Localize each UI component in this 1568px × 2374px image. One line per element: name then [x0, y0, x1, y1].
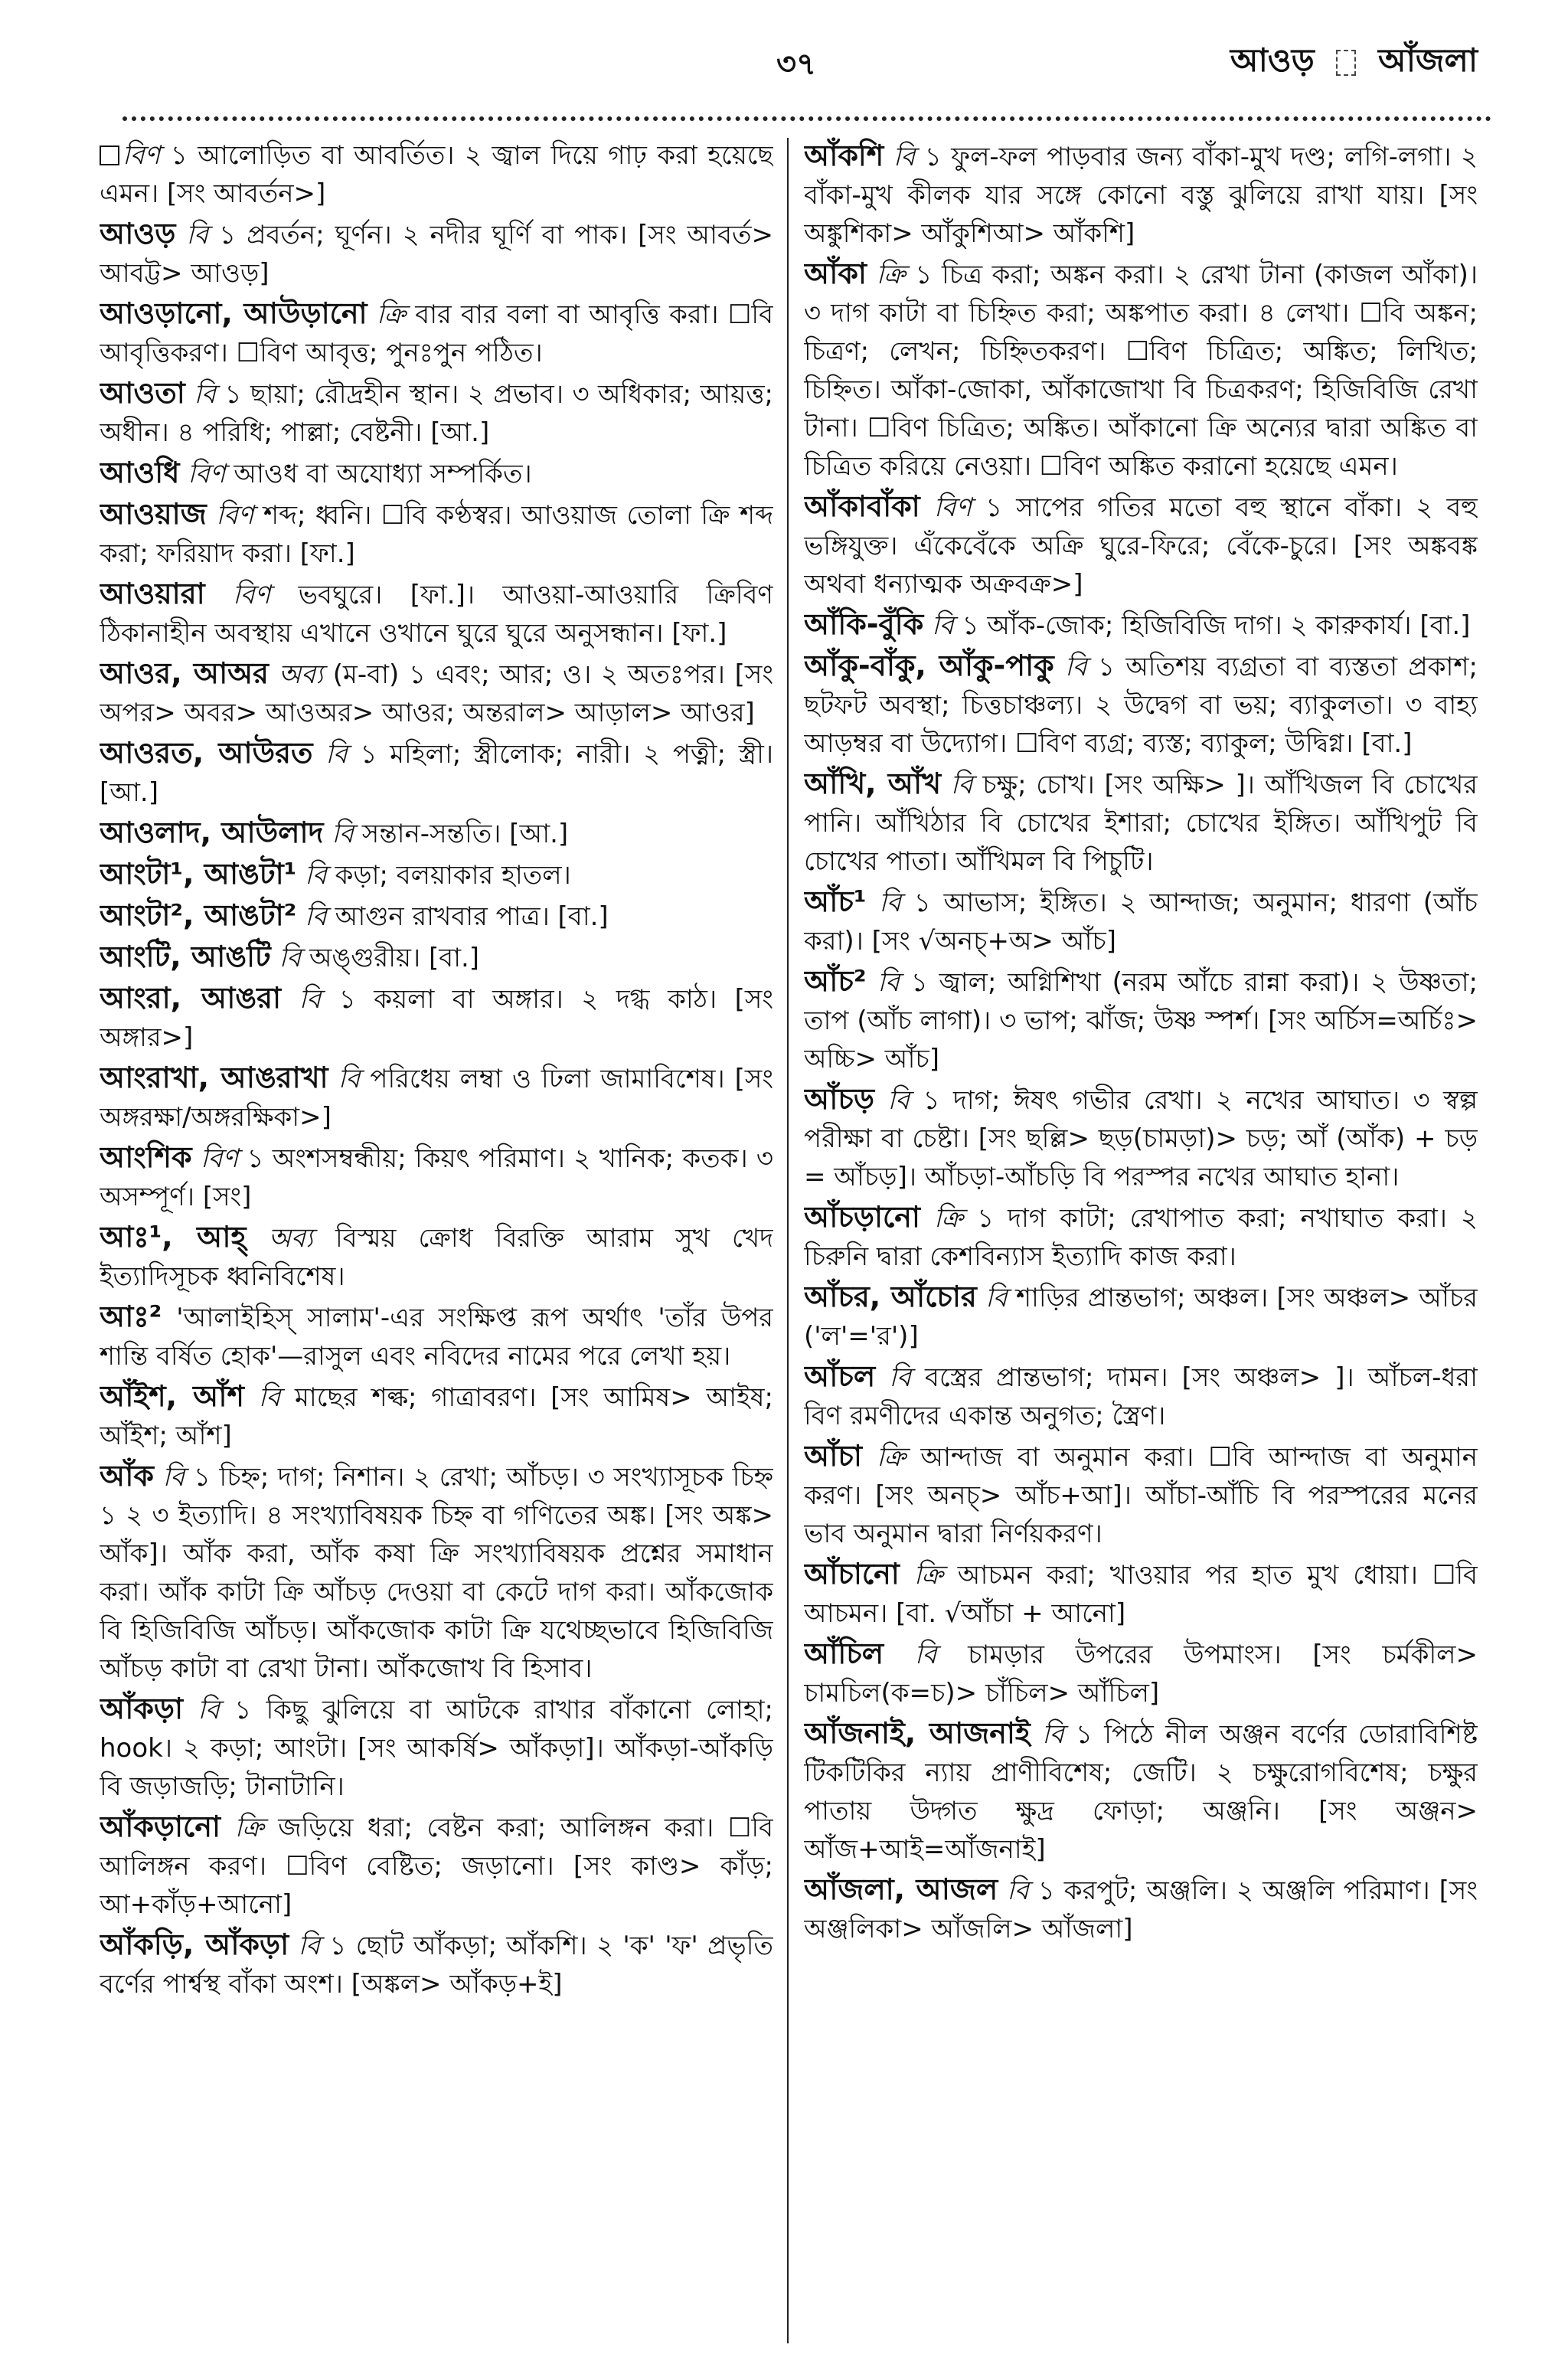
- entry-part-of-speech: বি: [950, 770, 973, 800]
- entry-headword: আঁকাবাঁকা: [804, 489, 920, 523]
- dictionary-entry: [804, 764, 1478, 881]
- entry-part-of-speech: বিণ: [122, 140, 161, 171]
- dictionary-entry: [804, 487, 1478, 603]
- entry-headword: আঁজনাই, আজনাই: [804, 1716, 1031, 1750]
- dictionary-entry: [804, 605, 1478, 645]
- entry-headword: আঁজলা, আজল: [804, 1872, 998, 1906]
- entry-part-of-speech: ক্রি: [376, 299, 406, 330]
- entry-definition: জড়িয়ে ধরা; বেষ্টন করা; আলিঙ্গন করা। ☐বি আলিঙ্গন করণ। ☐বিণ বেষ্টিত; জড়ানো। [সং কাণ্ড> কাঁড়; আ+কাঁড়+আনো]: [100, 1813, 773, 1920]
- entry-definition: শব্দ; ধ্বনি। ☐বি কণ্ঠস্বর। আওয়াজ তোলা ক্রি শব্দ করা; ফরিয়াদ করা। [ফা.]: [100, 500, 773, 569]
- entry-part-of-speech: অব্য: [278, 659, 323, 690]
- right-column: [804, 136, 1478, 2349]
- dictionary-entry: [804, 1714, 1478, 1869]
- dictionary-entry: [804, 1870, 1478, 1948]
- entry-definition: ১ প্রবর্তন; ঘূর্ণন। ২ নদীর ঘূর্ণি বা পাক। [সং আবর্ত> আবট্ট> আওড়]: [100, 220, 773, 289]
- dictionary-entry: [100, 937, 773, 977]
- entry-headword: আওয়ারা: [100, 577, 205, 610]
- entry-definition: ১ পিঠে নীল অঞ্জন বর্ণের ডোরাবিশিষ্ট টিকটিকির ন্যায় প্রাণীবিশেষ; জেটি। ২ চক্ষুরোগবিশেষ; চক্ষুর পাতায় উদ্গত ক্ষুদ্র ফোড়া; অঞ্জনি। [সং অঞ্জন> আঁজ+আই=আঁজনাই]: [804, 1719, 1478, 1865]
- dictionary-entry: [100, 1138, 773, 1216]
- entry-part-of-speech: বি: [162, 1462, 185, 1493]
- entry-definition: মাছের শল্ক; গাত্রাবরণ। [সং আমিষ> আইষ; আঁইশ; আঁশ]: [100, 1382, 773, 1451]
- entry-definition: ১ করপুট; অঞ্জলি। ২ অঞ্জলি পরিমাণ। [সং অঞ্জলিকা> আঁজলি> আঁজলা]: [804, 1875, 1478, 1944]
- entry-part-of-speech: বিণ: [933, 492, 972, 523]
- entry-headword: আঁচা: [804, 1439, 862, 1473]
- entry-definition: আগুন রাখবার পাত্র। [বা.]: [335, 901, 609, 932]
- entry-definition: ১ দাগ; ঈষৎ গভীর রেখা। ২ নখের আঘাত। ৩ স্বল্প পরীক্ষা বা চেষ্টা। [সং ছল্লি> ছড়(চামড়া)> চড়; আঁ (আঁক) + চড় = আঁচড়]। আঁচড়া-আঁচড়ি বি পরস্পর নখের আঘাত হানা।: [804, 1085, 1478, 1192]
- entry-part-of-speech: বি: [279, 943, 302, 973]
- entry-headword: আংরা, আঙরা: [100, 981, 282, 1015]
- dictionary-entry: [804, 254, 1478, 486]
- entry-definition: ১ কয়লা বা অঙ্গার। ২ দগ্ধ কাঠ। [সং অঙ্গার>]: [100, 984, 773, 1053]
- dictionary-entry: [100, 374, 773, 452]
- dictionary-entry: [100, 1297, 773, 1375]
- entry-definition: 'আলাইহিস্ সালাম'-এর সংক্ষিপ্ত রূপ অর্থাৎ 'তাঁর উপর শান্তি বর্ষিত হোক'—রাসুল এবং নবিদের নামের পরে লেখা হয়।: [100, 1303, 773, 1372]
- entry-part-of-speech: বিণ: [200, 1143, 239, 1174]
- entry-part-of-speech: বি: [914, 1640, 937, 1670]
- entry-definition: বস্ত্রের প্রান্তভাগ; দামন। [সং অঞ্চল> ]। আঁচল-ধরা বিণ রমণীদের একান্ত অনুগত; স্ত্রৈণ।: [804, 1362, 1478, 1431]
- entry-headword: আঁকু-বাঁকু, আঁকু-পাকু: [804, 649, 1054, 682]
- entry-part-of-speech: বি: [985, 1283, 1008, 1313]
- dictionary-entry: [100, 1925, 773, 2003]
- dictionary-entry: [804, 882, 1478, 960]
- dictionary-entry: [100, 896, 773, 936]
- entry-headword: আওরত, আউরত: [100, 736, 313, 770]
- dictionary-entry: [100, 734, 773, 812]
- entry-part-of-speech: ক্রি: [877, 1442, 906, 1473]
- entry-headword: আংটা², আঙটা²: [100, 898, 297, 932]
- entry-definition: ১ জ্বাল; অগ্নিশিখা (নরম আঁচে রান্না করা)। ২ উষ্ণতা; তাপ (আঁচ লাগা)। ৩ ভাপ; ঝাঁজ; উষ্ণ স্পর্শ। [সং অর্চিস=অর্চিঃ> অচ্চি> আঁচ]: [804, 967, 1478, 1074]
- entry-part-of-speech: বি: [186, 220, 209, 250]
- entry-part-of-speech: বি: [893, 142, 916, 172]
- entry-part-of-speech: বি: [889, 1362, 911, 1393]
- entry-headword: আঁকড়ানো: [100, 1810, 221, 1843]
- running-head-last-word: আঁজলা: [1377, 41, 1478, 79]
- entry-headword: আঃ¹, আহ্: [100, 1220, 247, 1254]
- dictionary-entry: [100, 1058, 773, 1136]
- page-header: [0, 0, 1568, 115]
- entry-part-of-speech: ক্রি: [913, 1560, 943, 1591]
- entry-definition: ১ চিহ্ন; দাগ; নিশান। ২ রেখা; আঁচড়। ৩ সংখ্যাসূচক চিহ্ন ১ ২ ৩ ইত্যাদি। ৪ সংখ্যাবিষয়ক চিহ্ন বা গণিতের অঙ্ক। [সং অঙ্ক> আঁক]। আঁক করা, আঁক কষা ক্রি সংখ্যাবিষয়ক প্রশ্নের সমাধান করা। আঁক কাটা ক্রি আঁচড় দেওয়া বা কেটে দাগ করা। আঁকজোক বি হিজিবিজি আঁচড়। আঁকজোক কাটা ক্রি যথেচ্ছভাবে হিজিবিজি আঁচড় কাটা বা রেখা টানা। আঁকজোখ বি হিসাব।: [100, 1462, 773, 1684]
- entry-headword: আঁচড়ানো: [804, 1200, 920, 1234]
- entry-part-of-speech: বি: [299, 984, 322, 1015]
- entry-headword: আঁখি, আঁখ: [804, 767, 942, 800]
- entry-definition: আন্দাজ বা অনুমান করা। ☐বি আন্দাজ বা অনুমান করণ। [সং অনচ্> আঁচ+আ]। আঁচা-আঁচি বি পরস্পরের মনের ভাব অনুমান দ্বারা নির্ণয়করণ।: [804, 1442, 1478, 1549]
- entry-headword: আঁচ¹: [804, 885, 867, 918]
- entry-definition: ১ অতিশয় ব্যগ্রতা বা ব্যস্ততা প্রকাশ; ছটফট অবস্থা; চিত্তচাঞ্চল্য। ২ উদ্বেগ বা ভয়; ব্যাকুলতা। ৩ বাহ্য আড়ম্বর বা উদ্যোগ। ☐বিণ ব্যগ্র; ব্যস্ত; ব্যাকুল; উদ্বিগ্ন। [বা.]: [804, 652, 1478, 759]
- entry-part-of-speech: বি: [325, 739, 348, 770]
- sense-box-icon: [100, 146, 119, 165]
- entry-part-of-speech: বিণ: [233, 580, 271, 610]
- entry-definition: শাড়ির প্রান্তভাগ; অঞ্চল। [সং অঞ্চল> আঁচর ('ল'='র')]: [804, 1283, 1478, 1352]
- entry-definition: ১ ফুল-ফল পাড়বার জন্য বাঁকা-মুখ দণ্ড; লগি-লগা। ২ বাঁকা-মুখ কীলক যার সঙ্গে কোনো বস্তু ঝুলিয়ে রাখা যায়। [সং অঙ্কুশিকা> আঁকুশিআ> আঁকশি]: [804, 142, 1478, 249]
- entry-headword: আওয়াজ: [100, 497, 207, 531]
- entry-definition: ১ দাগ কাটা; রেখাপাত করা; নখাঘাত করা। ২ চিরুনি দ্বারা কেশবিন্যাস ইত্যাদি কাজ করা।: [804, 1203, 1478, 1272]
- dictionary-entry: [804, 1437, 1478, 1553]
- entry-headword: আংরাখা, আঙরাখা: [100, 1061, 328, 1094]
- entry-part-of-speech: ক্রি: [876, 260, 906, 290]
- entry-part-of-speech: বি: [298, 1931, 321, 1961]
- entry-definition: ১ ছায়া; রৌদ্রহীন স্থান। ২ প্রভাব। ৩ অধিকার; আয়ত্ত; অধীন। ৪ পরিধি; পাল্লা; বেষ্টনী। [আ.]: [100, 379, 773, 448]
- entry-headword: আঁকা: [804, 257, 867, 290]
- entry-definition: ১ সাপের গতির মতো বহু স্থানে বাঁকা। ২ বহু ভঙ্গিযুক্ত। এঁকেবেঁকে অক্রি ঘুরে-ফিরে; বেঁকে-চুরে। [সং অঙ্কবঙ্ক অথবা ধন্যাত্মক অক্রবক্র>]: [804, 492, 1478, 600]
- entry-definition: ১ আঁক-জোক; হিজিবিজি দাগ। ২ কারুকার্য। [বা.]: [962, 610, 1471, 641]
- entry-headword: আংটি, আঙটি: [100, 940, 271, 973]
- entry-headword: আঃ²: [100, 1300, 162, 1333]
- entry-part-of-speech: বি: [1041, 1719, 1064, 1750]
- entry-part-of-speech: অব্য: [268, 1223, 313, 1254]
- entry-headword: আঁচর, আঁচোর: [804, 1280, 977, 1313]
- entry-part-of-speech: বি: [258, 1382, 281, 1413]
- entry-part-of-speech: বি: [879, 888, 901, 918]
- entry-headword: আংশিক: [100, 1140, 192, 1174]
- dictionary-entry: [100, 855, 773, 894]
- entry-part-of-speech: বি: [194, 379, 216, 410]
- dictionary-entry: [100, 654, 773, 732]
- dictionary-entry: [100, 574, 773, 652]
- entry-definition: (ম-বা) ১ এবং; আর; ও। ২ অতঃপর। [সং অপর> অবর> আওঅর> আওর; অন্তরাল> আড়াল> আওর]: [100, 659, 773, 728]
- entry-headword: আঁকশি: [804, 139, 884, 172]
- entry-headword: আওড়ানো, আউড়ানো: [100, 296, 368, 330]
- entry-definition: চামড়ার উপরের উপমাংস। [সং চর্মকীল> চামচিল(ক=চ)> চাঁচিল> আঁচিল]: [804, 1640, 1478, 1709]
- entry-definition: আচমন করা; খাওয়ার পর হাত মুখ ধোয়া। ☐বি আচমন। [বা. √আঁচা + আনো]: [804, 1560, 1478, 1629]
- entry-definition: ভবঘুরে। [ফা.]। আওয়া-আওয়ারি ক্রিবিণ ঠিকানাহীন অবস্থায় এখানে ওখানে ঘুরে ঘুরে অনুসন্ধান। [ফা.]: [100, 580, 773, 649]
- dictionary-entry: [100, 1457, 773, 1688]
- entry-definition: সন্তান-সন্ততি। [আ.]: [361, 819, 569, 849]
- dictionary-entry: [100, 1689, 773, 1806]
- entry-headword: আংটা¹, আঙটা¹: [100, 857, 297, 891]
- entry-headword: আঁচল: [804, 1359, 876, 1393]
- entry-definition: বার বার বলা বা আবৃত্তি করা। ☐বি আবৃত্তিকরণ। ☐বিণ আবৃত্ত; পুনঃপুন পঠিত।: [100, 299, 773, 368]
- entry-headword: আওতা: [100, 376, 185, 410]
- entry-definition: আওধ বা অযোধ্যা সম্পর্কিত।: [234, 459, 532, 489]
- entry-part-of-speech: বি: [931, 610, 954, 641]
- entry-part-of-speech: ক্রি: [933, 1203, 964, 1234]
- entry-part-of-speech: বি: [877, 967, 900, 998]
- entry-part-of-speech: বি: [1065, 652, 1087, 682]
- running-head: [1230, 35, 1478, 90]
- dictionary-entry: [804, 962, 1478, 1078]
- dictionary-entry: [100, 214, 773, 293]
- dictionary-entry: [804, 1198, 1478, 1276]
- entry-part-of-speech: ক্রি: [234, 1813, 264, 1843]
- dictionary-entry: [804, 1277, 1478, 1355]
- entry-part-of-speech: বি: [332, 819, 354, 849]
- dictionary-entry: [100, 979, 773, 1057]
- dictionary-entry: [100, 1377, 773, 1455]
- entry-headword: আঁচ²: [804, 964, 867, 998]
- dictionary-entry: [804, 1634, 1478, 1712]
- dictionary-entry: [804, 136, 1478, 253]
- running-head-first-word: আওড়: [1230, 41, 1315, 79]
- dictionary-entry: [804, 646, 1478, 763]
- dictionary-entry: [100, 495, 773, 573]
- entry-part-of-speech: বি: [305, 901, 327, 932]
- separator-icon: [1336, 50, 1356, 76]
- entry-definition: ১ আলোড়িত বা আবর্তিত। ২ জ্বাল দিয়ে গাঢ় করা হয়েছে এমন। [সং আবর্তন>]: [100, 140, 773, 209]
- entry-headword: আওলাদ, আউলাদ: [100, 816, 324, 849]
- dictionary-entry: [100, 1807, 773, 1924]
- dictionary-entry: [100, 1218, 773, 1296]
- entry-headword: আওড়: [100, 217, 176, 250]
- entry-definition: অঙ্গুরীয়। [বা.]: [309, 943, 480, 973]
- entry-headword: আঁচিল: [804, 1637, 884, 1670]
- entry-headword: আঁকড়ি, আঁকড়া: [100, 1928, 289, 1961]
- entry-part-of-speech: বি: [198, 1695, 220, 1725]
- entry-definition: ১ কিছু ঝুলিয়ে বা আটকে রাখার বাঁকানো লোহা; hook। ২ কড়া; আংটা। [সং আকর্ষি> আঁকড়া]। আঁকড়া-আঁকড়ি বি জড়াজড়ি; টানাটানি।: [100, 1695, 773, 1802]
- column-divider: [787, 138, 789, 2343]
- dictionary-entry: [804, 1357, 1478, 1435]
- entry-part-of-speech: বিণ: [216, 500, 254, 531]
- entry-definition: ১ অংশসম্বন্ধীয়; কিয়ৎ পরিমাণ। ২ খানিক; কতক। ৩ অসম্পূর্ণ। [সং]: [100, 1143, 773, 1212]
- entry-part-of-speech: বি: [305, 860, 327, 891]
- left-column: [100, 136, 773, 2349]
- entry-definition: কড়া; বলয়াকার হাতল।: [335, 860, 571, 891]
- entry-headword: আওধি: [100, 456, 180, 489]
- header-rule: [122, 116, 1491, 121]
- entry-definition: বিস্ময় ক্রোধ বিরক্তি আরাম সুখ খেদ ইত্যাদিসূচক ধ্বনিবিশেষ।: [100, 1223, 773, 1292]
- entry-definition: চক্ষু; চোখ। [সং অক্ষি> ]। আঁখিজল বি চোখের পানি। আঁখিঠার বি চোখের ইশারা; চোখের ইঙ্গিত। আঁখিপুট বি চোখের পাতা। আঁখিমল বি পিচুটি।: [804, 770, 1478, 877]
- dictionary-entry: [100, 453, 773, 493]
- dictionary-entry: [100, 294, 773, 372]
- dictionary-entry: [100, 136, 773, 213]
- entry-headword: আঁইশ, আঁশ: [100, 1379, 244, 1413]
- entry-headword: আঁচড়: [804, 1082, 874, 1116]
- entry-headword: আঁক: [100, 1459, 154, 1493]
- entry-definition: পরিধেয় লম্বা ও ঢিলা জামাবিশেষ। [সং অঙ্গরক্ষা/অঙ্গরক্ষিকা>]: [100, 1064, 773, 1133]
- entry-headword: আঁকি-বুঁকি: [804, 607, 924, 641]
- entry-part-of-speech: বিণ: [188, 459, 226, 489]
- entry-definition: ১ চিত্র করা; অঙ্কন করা। ২ রেখা টানা (কাজল আঁকা)। ৩ দাগ কাটা বা চিহ্নিত করা; অঙ্কপাত করা। ৪ লেখা। ☐বি অঙ্কন; চিত্রণ; লেখন; চিহ্নিতকরণ। ☐বিণ চিত্রিত; অঙ্কিত; লিখিত; চিহ্নিত। আঁকা-জোকা, আঁকাজোখা বি চিত্রকরণ; হিজিবিজি রেখা টানা। ☐বিণ চিত্রিত; অঙ্কিত। আঁকানো ক্রি অন্যের দ্বারা অঙ্কিত বা চিত্রিত করিয়ে নেওয়া। ☐বিণ অঙ্কিত করানো হয়েছে এমন।: [804, 260, 1478, 482]
- page-number: ৩৭: [776, 47, 816, 82]
- dictionary-entry: [804, 1080, 1478, 1196]
- entry-headword: আঁকড়া: [100, 1692, 184, 1725]
- entry-definition: ১ মহিলা; স্ত্রীলোক; নারী। ২ পত্নী; স্ত্রী। [আ.]: [100, 739, 773, 808]
- dictionary-entry: [804, 1555, 1478, 1633]
- dictionary-entry: [100, 813, 773, 853]
- entry-headword: আঁচানো: [804, 1557, 900, 1591]
- entry-headword: আওর, আঅর: [100, 656, 269, 690]
- entry-definition: ১ ছোট আঁকড়া; আঁকশি। ২ 'ক' 'ফ' প্রভৃতি বর্ণের পার্শ্বস্থ বাঁকা অংশ। [অঙ্কল> আঁকড়+ই]: [100, 1931, 773, 2000]
- entry-part-of-speech: বি: [338, 1064, 361, 1094]
- entry-definition: ১ আভাস; ইঙ্গিত। ২ আন্দাজ; অনুমান; ধারণা (আঁচ করা)। [সং √অনচ্+অ> আঁচ]: [804, 888, 1478, 956]
- entry-part-of-speech: বি: [887, 1085, 910, 1116]
- entry-part-of-speech: বি: [1007, 1875, 1029, 1906]
